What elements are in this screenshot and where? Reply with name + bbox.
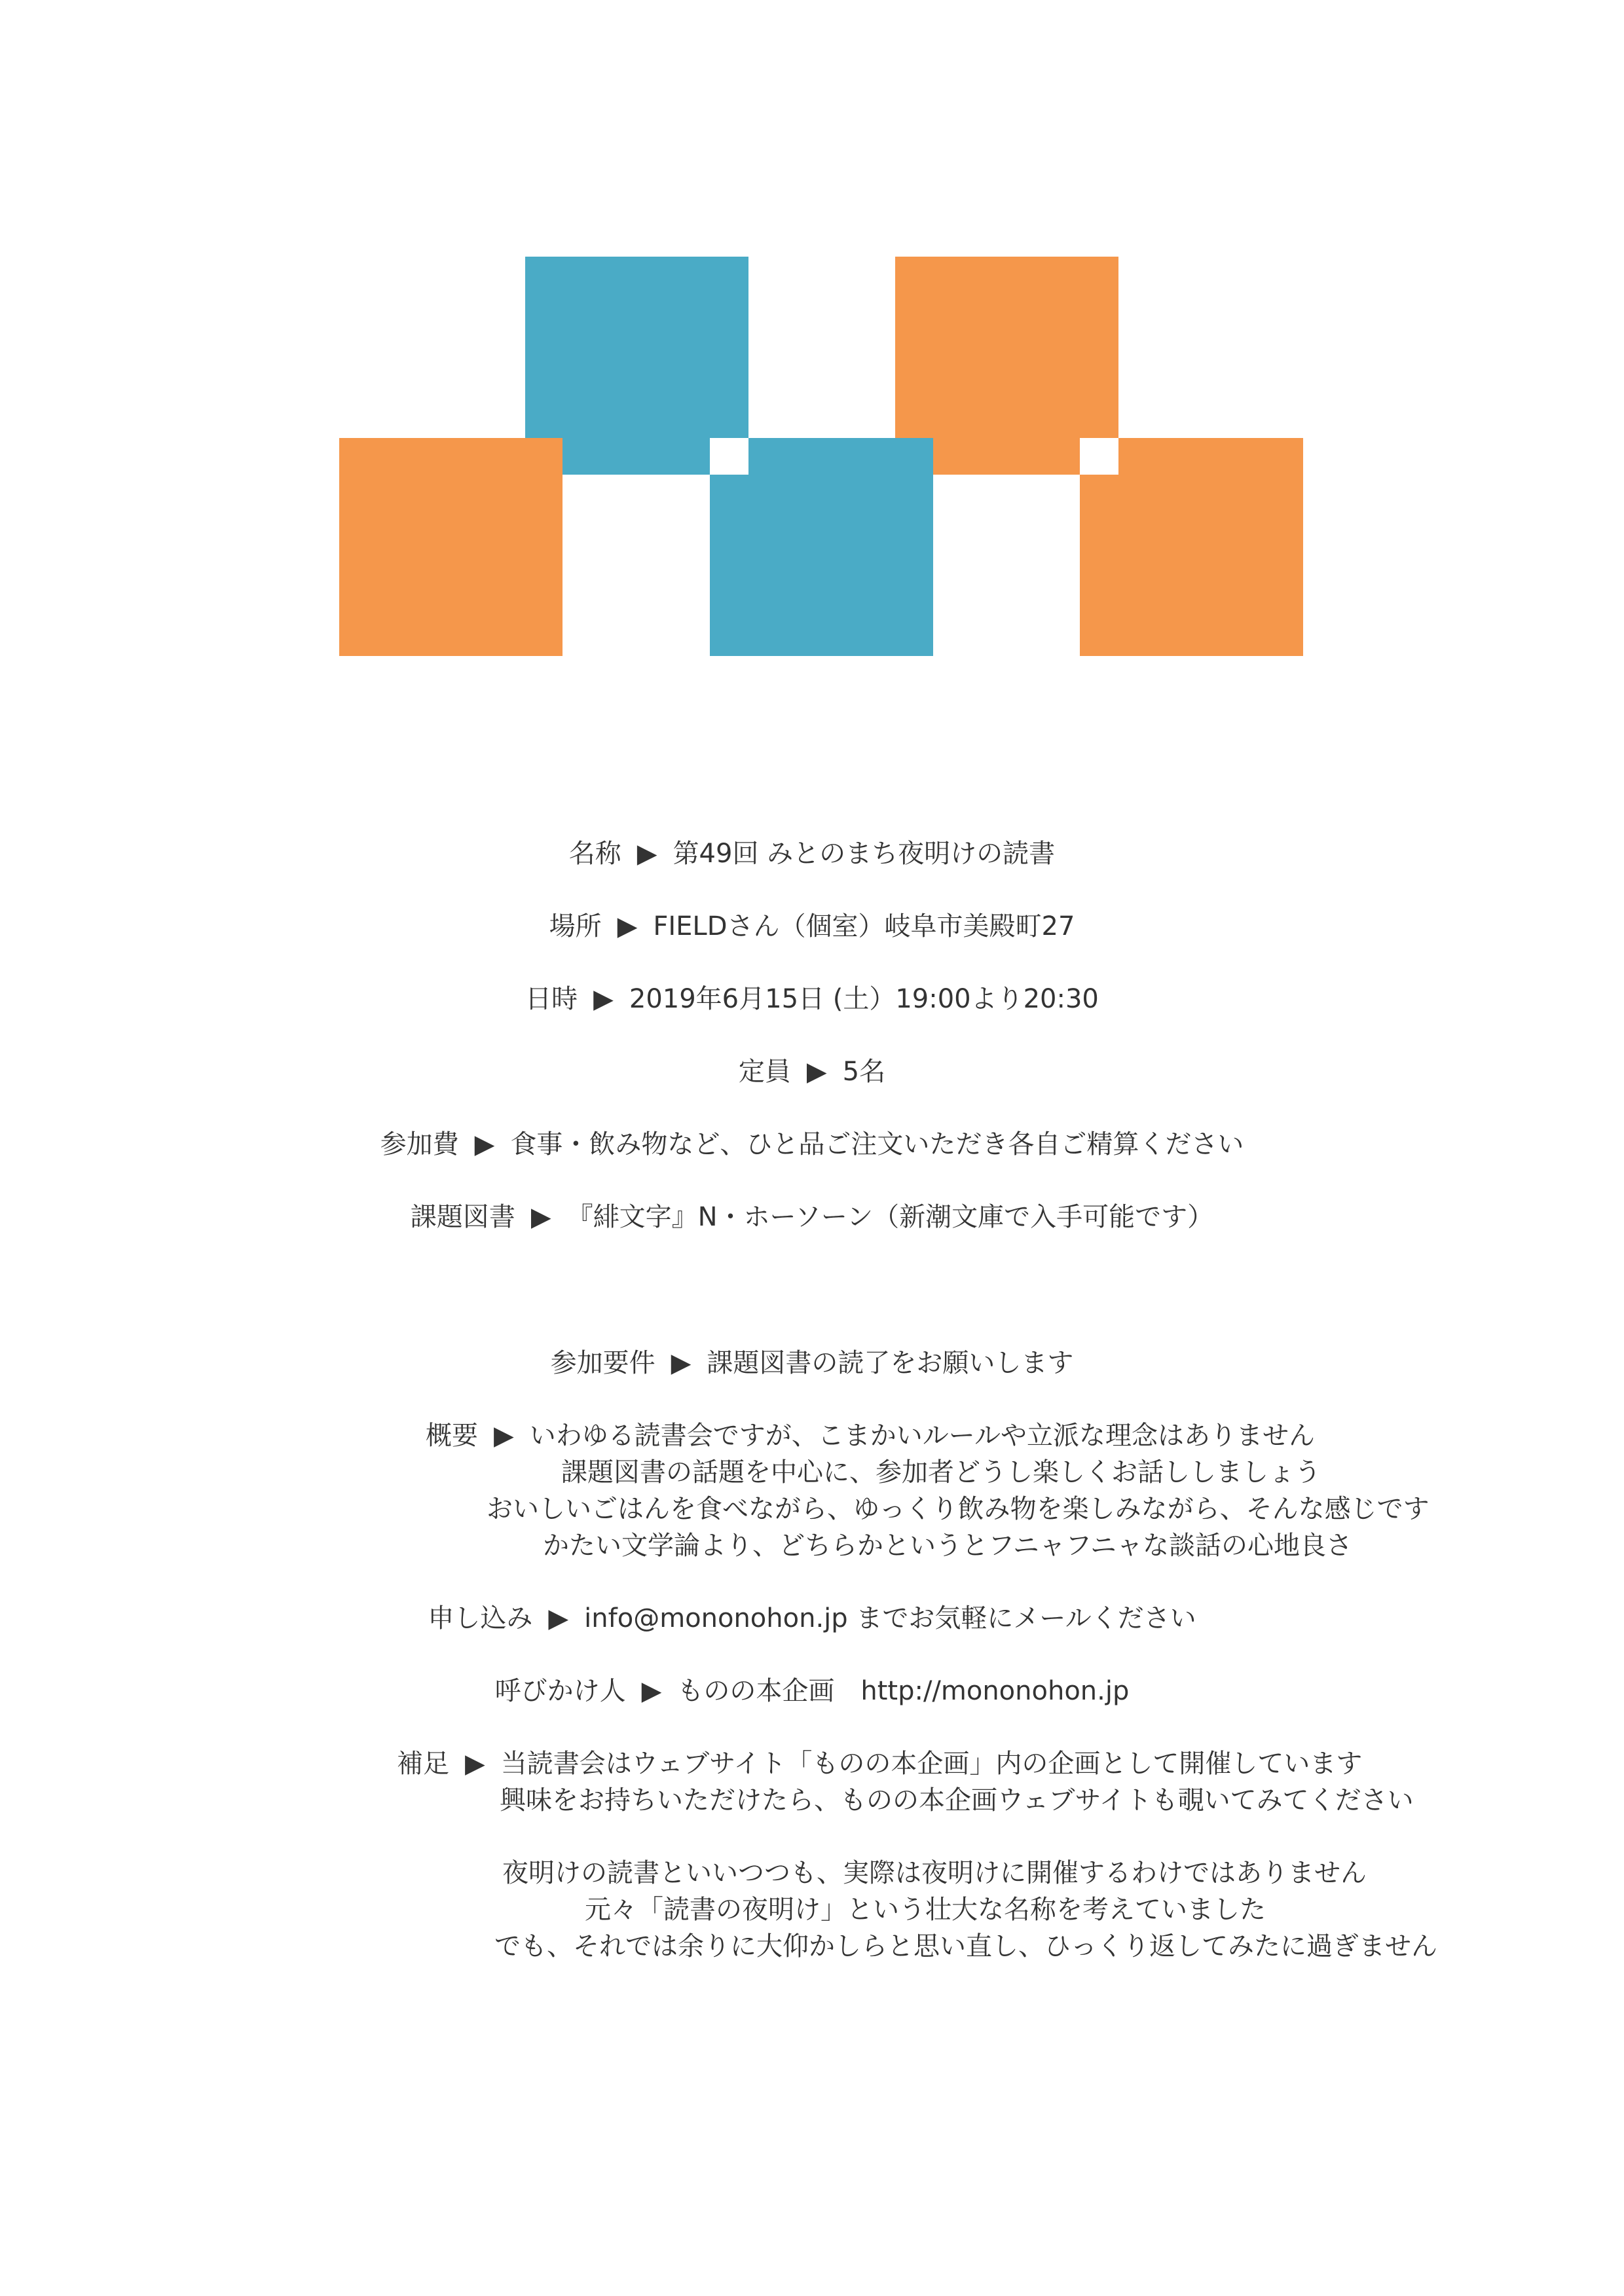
info-overview-label: 概要 [426,1421,478,1451]
arrow-icon: ▶ [593,984,614,1014]
info-organizer [0,1673,1624,1709]
info-datetime [0,981,1624,1017]
arrow-icon: ▶ [494,1421,514,1451]
info-apply-value: info@mononohon.jp までお気軽にメールください [584,1603,1196,1633]
arrow-icon: ▶ [474,1129,495,1159]
info-note [397,1745,1362,1782]
info-name-label: 名称 [568,839,621,869]
info-requirement [0,1345,1624,1381]
info-name-value: 第49回 みとのまち夜明けの読書 [673,839,1056,869]
note-first-line [397,1745,1362,1782]
info-book-value: 『緋文字』N・ホーソーン（新潮文庫で入手可能です） [566,1202,1214,1232]
info-requirement-label: 参加要件 [550,1348,655,1378]
info-fee-value: 食事・飲み物など、ひと品ご注文いただき各自ご精算ください [510,1129,1244,1159]
note-line: 当読書会はウェブサイト「ものの本企画」内の企画として開催しています [500,1749,1363,1779]
note-line: 興味をお持ちいただけたら、ものの本企画ウェブサイトも覗いてみてください [500,1785,1414,1815]
note-extra-line: でも、それでは余りに大仰かしらと思い直し、ひっくり返してみたに過ぎません [494,1931,1437,1961]
info-apply [0,1600,1624,1637]
arrow-icon: ▶ [530,1202,551,1232]
overview-line: おいしいごはんを食べながら、ゆっくり飲み物を楽しみながら、そんな感じです [487,1494,1430,1524]
info-overview [426,1417,1315,1454]
info-fee-label: 参加費 [380,1129,459,1159]
note-extra-line: 夜明けの読書といいつつも、実際は夜明けに開催するわけではありません [502,1858,1367,1888]
arrow-icon: ▶ [465,1749,485,1779]
logo-gap-square-left [710,438,748,475]
info-capacity-value: 5名 [842,1057,886,1087]
info-requirement-value: 課題図書の読了をお願いします [707,1348,1074,1378]
overview-first-line [426,1417,1315,1454]
arrow-icon: ▶ [637,839,657,869]
info-name [0,835,1624,872]
overview-line: いわゆる読書会ですが、こまかいルールや立派な理念はありません [529,1421,1315,1451]
arrow-icon: ▶ [671,1348,692,1378]
info-place-value: FIELDさん（個室）岐阜市美殿町27 [653,911,1075,941]
note-extra-line: 元々「読書の夜明け」という壮大な名称を考えていました [585,1895,1266,1925]
info-book-label: 課題図書 [410,1202,515,1232]
info-datetime-label: 日時 [525,984,578,1014]
info-capacity [0,1053,1624,1090]
arrow-icon: ▶ [806,1057,827,1087]
logo-square-orange-left [339,438,563,656]
info-note-label: 補足 [397,1749,449,1779]
info-place-label: 場所 [549,911,602,941]
overview-line: かたい文学論より、どちらかというとフニャフニャな談話の心地良さ [543,1531,1352,1561]
overview-line: 課題図書の話題を中心に、参加者どうし楽しくお話ししましょう [561,1457,1321,1487]
info-place [0,908,1624,945]
arrow-icon: ▶ [641,1676,662,1706]
info-book [0,1199,1624,1235]
info-apply-label: 申し込み [428,1603,533,1633]
arrow-icon: ▶ [617,911,638,941]
arrow-icon: ▶ [548,1603,569,1633]
info-capacity-label: 定員 [738,1057,791,1087]
info-organizer-value: ものの本企画 http://mononohon.jp [677,1676,1130,1706]
info-organizer-label: 呼びかけ人 [494,1676,626,1706]
logo-gap-square-right [1080,438,1118,475]
info-datetime-value: 2019年6月15日 (土）19:00より20:30 [629,984,1099,1014]
info-fee [0,1126,1624,1163]
